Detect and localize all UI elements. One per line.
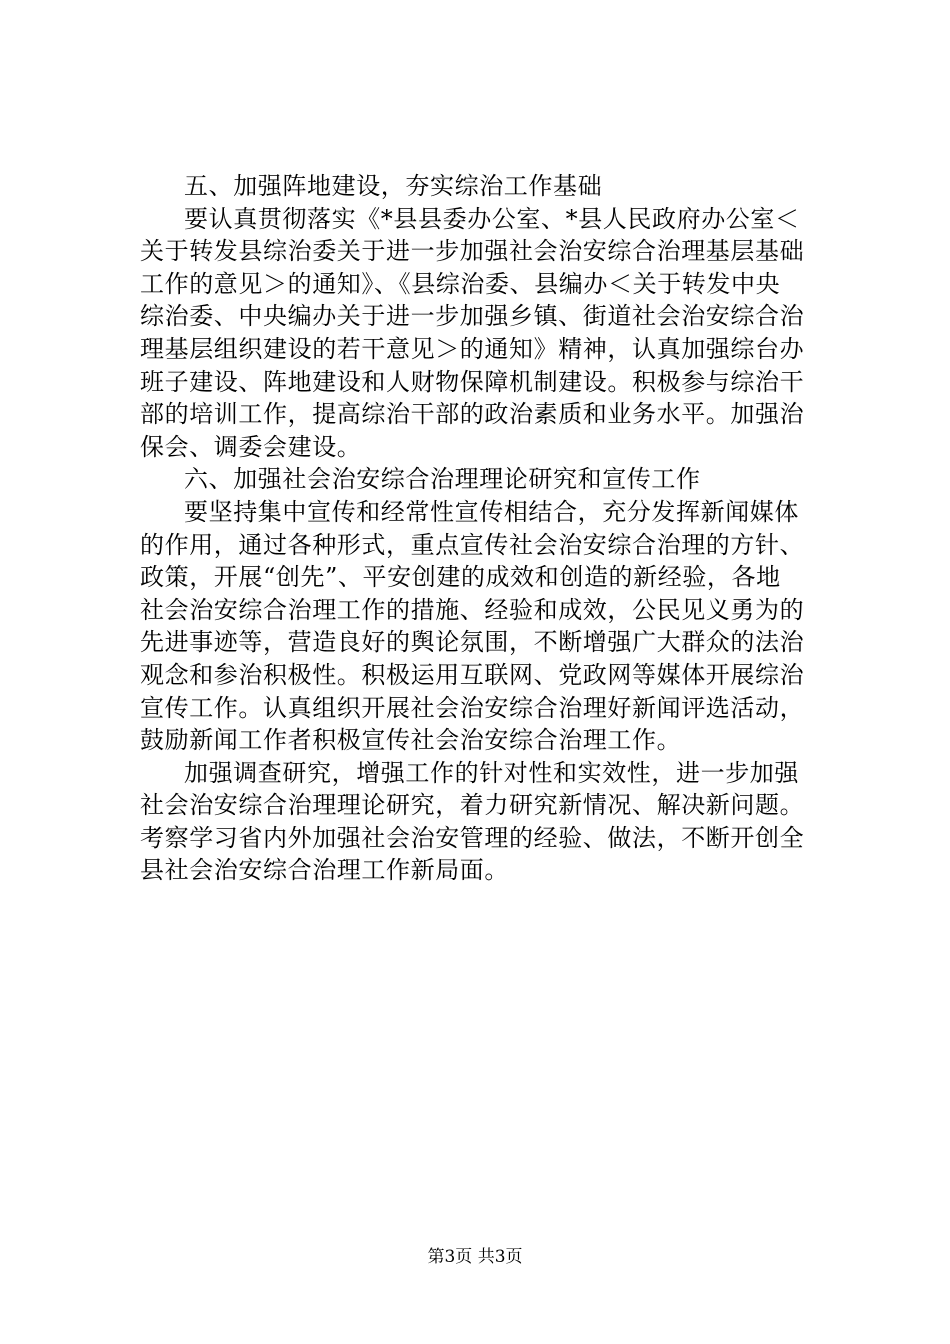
paragraph-line: 社会治安综合治理工作的措施、经验和成效，公民见义勇为的 bbox=[140, 595, 805, 624]
paragraph-line: 政策，开展“创先”、平安创建的成效和创造的新经验，各地 bbox=[140, 563, 781, 592]
paragraph-line: 要坚持集中宣传和经常性宣传相结合，充分发挥新闻媒体 bbox=[184, 497, 799, 526]
paragraph-line: 鼓励新闻工作者积极宣传社会治安综合治理工作。 bbox=[140, 726, 682, 755]
paragraph-line: 要认真贯彻落实《*县县委办公室、*县人民政府办公室＜ bbox=[184, 204, 800, 233]
paragraph-line: 关于转发县综治委关于进一步加强社会治安综合治理基层基础 bbox=[140, 237, 805, 266]
paragraph-line: 加强调查研究，增强工作的针对性和实效性，进一步加强 bbox=[184, 758, 799, 787]
paragraph-line: 工作的意见＞的通知》、《县综治委、县编办＜关于转发中央 bbox=[140, 269, 781, 298]
page-number-footer: 第3页 共3页 bbox=[427, 1247, 523, 1267]
paragraph-line: 宣传工作。认真组织开展社会治安综合治理好新闻评选活动， bbox=[140, 693, 805, 722]
paragraph-line: 理基层组织建设的若干意见＞的通知》精神，认真加强综台办 bbox=[140, 334, 805, 363]
paragraph-line: 的作用，通过各种形式，重点宣传社会治安综合治理的方针、 bbox=[140, 530, 805, 559]
paragraph-line: 部的培训工作，提高综治干部的政治素质和业务水平。加强治 bbox=[140, 400, 805, 429]
paragraph-line: 班子建设、阵地建设和人财物保障机制建设。积极参与综治干 bbox=[140, 367, 805, 396]
document-body bbox=[140, 170, 830, 887]
paragraph-line: 考察学习省内外加强社会治安管理的经验、做法，不断开创全 bbox=[140, 823, 805, 852]
paragraph-line: 先进事迹等，营造良好的舆论氛围，不断增强广大群众的法治 bbox=[140, 628, 805, 657]
paragraph-line: 县社会治安综合治理工作新局面。 bbox=[140, 856, 509, 885]
paragraph-line: 保会、调委会建设。 bbox=[140, 432, 362, 461]
paragraph-line: 综治委、中央编办关于进一步加强乡镇、街道社会治安综合治 bbox=[140, 302, 805, 331]
paragraph-line: 观念和参治积极性。积极运用互联网、党政网等媒体开展综治 bbox=[140, 660, 805, 689]
section-heading-6: 六、加强社会治安综合治理理论研究和宣传工作 bbox=[184, 465, 701, 494]
paragraph-line: 社会治安综合治理理论研究，着力研究新情况、解决新问题。 bbox=[140, 791, 805, 820]
section-heading-5: 五、加强阵地建设，夯实综治工作基础 bbox=[184, 172, 603, 200]
